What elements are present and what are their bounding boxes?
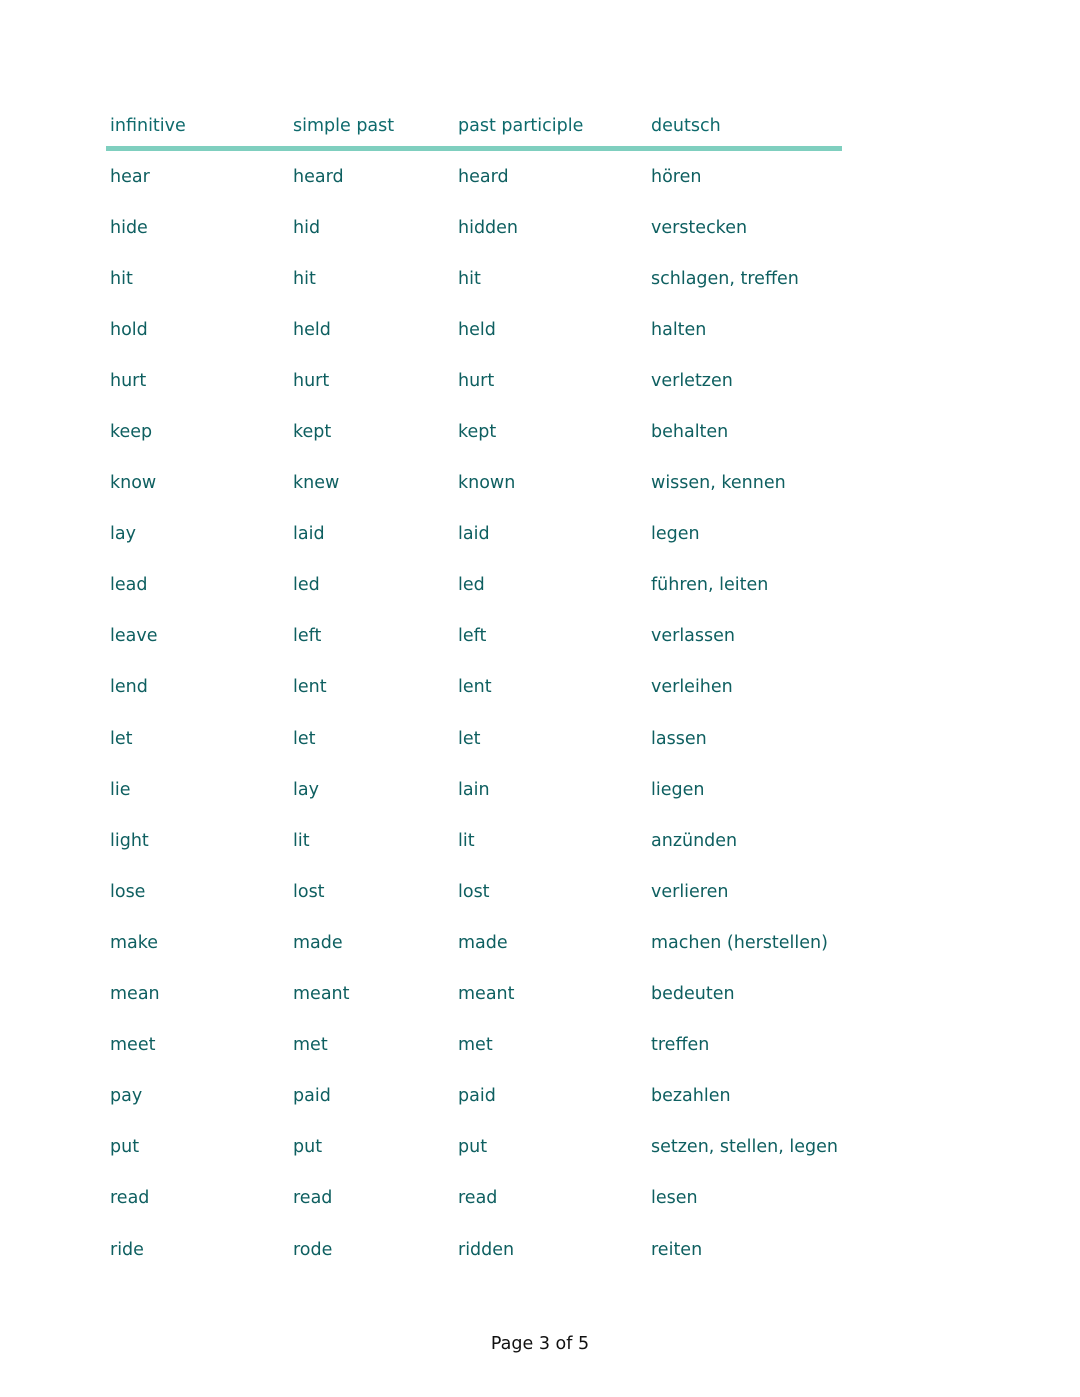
table-row <box>106 815 842 866</box>
table-body <box>106 151 842 1275</box>
cell-infinitive: hurt <box>110 370 147 391</box>
header-infinitive: infinitive <box>110 116 186 136</box>
cell-infinitive: make <box>110 932 159 953</box>
cell-deutsch: halten <box>651 319 707 340</box>
table-row <box>106 151 842 202</box>
cell-simple-past: led <box>293 575 320 596</box>
cell-infinitive: put <box>110 1137 140 1158</box>
cell-infinitive: leave <box>110 626 158 647</box>
cell-simple-past: hurt <box>293 370 330 391</box>
cell-infinitive: hold <box>110 319 148 340</box>
cell-infinitive: lay <box>110 524 136 545</box>
cell-simple-past: put <box>293 1137 323 1158</box>
cell-past-participle: lit <box>458 830 475 851</box>
cell-deutsch: führen, leiten <box>651 575 769 596</box>
verb-table <box>106 106 842 1275</box>
cell-past-participle: put <box>458 1137 488 1158</box>
cell-infinitive: lead <box>110 575 148 596</box>
cell-infinitive: mean <box>110 984 160 1005</box>
cell-deutsch: verlieren <box>651 881 729 902</box>
cell-infinitive: hide <box>110 217 148 238</box>
table-row <box>106 1122 842 1173</box>
cell-infinitive: read <box>110 1188 150 1209</box>
cell-simple-past: left <box>293 626 322 647</box>
cell-deutsch: treffen <box>651 1035 710 1056</box>
cell-deutsch: machen (herstellen) <box>651 932 828 953</box>
table-row <box>106 458 842 509</box>
cell-simple-past: let <box>293 728 316 749</box>
table-row <box>106 304 842 355</box>
table-row <box>106 969 842 1020</box>
cell-past-participle: made <box>458 932 508 953</box>
cell-deutsch: liegen <box>651 779 705 800</box>
cell-simple-past: knew <box>293 473 340 494</box>
header-simple-past: simple past <box>293 116 395 136</box>
table-row <box>106 355 842 406</box>
cell-past-participle: hit <box>458 268 481 289</box>
cell-past-participle: laid <box>458 524 490 545</box>
cell-simple-past: rode <box>293 1239 333 1260</box>
cell-infinitive: keep <box>110 422 153 443</box>
cell-deutsch: hören <box>651 166 702 187</box>
cell-past-participle: ridden <box>458 1239 515 1260</box>
cell-deutsch: wissen, kennen <box>651 473 786 494</box>
table-row <box>106 1020 842 1071</box>
cell-past-participle: meant <box>458 984 515 1005</box>
table-row <box>106 1173 842 1224</box>
cell-past-participle: heard <box>458 166 509 187</box>
cell-simple-past: heard <box>293 166 344 187</box>
table-row <box>106 406 842 457</box>
cell-deutsch: verleihen <box>651 677 733 698</box>
cell-infinitive: hit <box>110 268 133 289</box>
cell-infinitive: meet <box>110 1035 156 1056</box>
cell-infinitive: light <box>110 830 149 851</box>
cell-simple-past: laid <box>293 524 325 545</box>
header-deutsch: deutsch <box>651 116 721 136</box>
cell-infinitive: pay <box>110 1086 143 1107</box>
cell-past-participle: known <box>458 473 516 494</box>
cell-deutsch: legen <box>651 524 700 545</box>
cell-past-participle: hurt <box>458 370 495 391</box>
cell-deutsch: bedeuten <box>651 984 735 1005</box>
table-row <box>106 662 842 713</box>
table-row <box>106 560 842 611</box>
table-row <box>106 509 842 560</box>
cell-infinitive: know <box>110 473 157 494</box>
cell-deutsch: verletzen <box>651 370 733 391</box>
cell-infinitive: let <box>110 728 133 749</box>
cell-past-participle: met <box>458 1035 493 1056</box>
cell-deutsch: verstecken <box>651 217 748 238</box>
cell-past-participle: held <box>458 319 496 340</box>
cell-simple-past: lent <box>293 677 327 698</box>
cell-simple-past: held <box>293 319 331 340</box>
cell-infinitive: lend <box>110 677 148 698</box>
cell-past-participle: led <box>458 575 485 596</box>
cell-simple-past: paid <box>293 1086 331 1107</box>
cell-simple-past: met <box>293 1035 328 1056</box>
cell-infinitive: hear <box>110 166 150 187</box>
cell-deutsch: schlagen, treffen <box>651 268 799 289</box>
cell-simple-past: meant <box>293 984 350 1005</box>
cell-simple-past: read <box>293 1188 333 1209</box>
cell-deutsch: setzen, stellen, legen <box>651 1137 838 1158</box>
cell-deutsch: bezahlen <box>651 1086 731 1107</box>
table-header-row <box>106 106 842 146</box>
cell-past-participle: let <box>458 728 481 749</box>
cell-past-participle: kept <box>458 422 497 443</box>
table-row <box>106 1224 842 1275</box>
cell-infinitive: lie <box>110 779 131 800</box>
cell-past-participle: left <box>458 626 487 647</box>
table-row <box>106 1071 842 1122</box>
cell-past-participle: read <box>458 1188 498 1209</box>
table-row <box>106 253 842 304</box>
table-row <box>106 764 842 815</box>
cell-deutsch: lassen <box>651 728 707 749</box>
cell-deutsch: verlassen <box>651 626 735 647</box>
cell-past-participle: lain <box>458 779 490 800</box>
table-row <box>106 713 842 764</box>
table-row <box>106 202 842 253</box>
cell-infinitive: ride <box>110 1239 144 1260</box>
cell-deutsch: lesen <box>651 1188 698 1209</box>
cell-simple-past: hit <box>293 268 316 289</box>
cell-simple-past: lost <box>293 881 325 902</box>
page-number: Page 3 of 5 <box>490 1334 590 1354</box>
cell-simple-past: lay <box>293 779 319 800</box>
cell-deutsch: behalten <box>651 422 729 443</box>
cell-past-participle: hidden <box>458 217 519 238</box>
cell-deutsch: reiten <box>651 1239 703 1260</box>
cell-past-participle: lent <box>458 677 492 698</box>
cell-past-participle: lost <box>458 881 490 902</box>
cell-simple-past: kept <box>293 422 332 443</box>
cell-simple-past: made <box>293 932 343 953</box>
cell-simple-past: lit <box>293 830 310 851</box>
table-row <box>106 611 842 662</box>
cell-deutsch: anzünden <box>651 830 738 851</box>
table-row <box>106 866 842 917</box>
header-past-participle: past participle <box>458 116 584 136</box>
cell-infinitive: lose <box>110 881 146 902</box>
cell-past-participle: paid <box>458 1086 496 1107</box>
cell-simple-past: hid <box>293 217 321 238</box>
table-row <box>106 917 842 968</box>
